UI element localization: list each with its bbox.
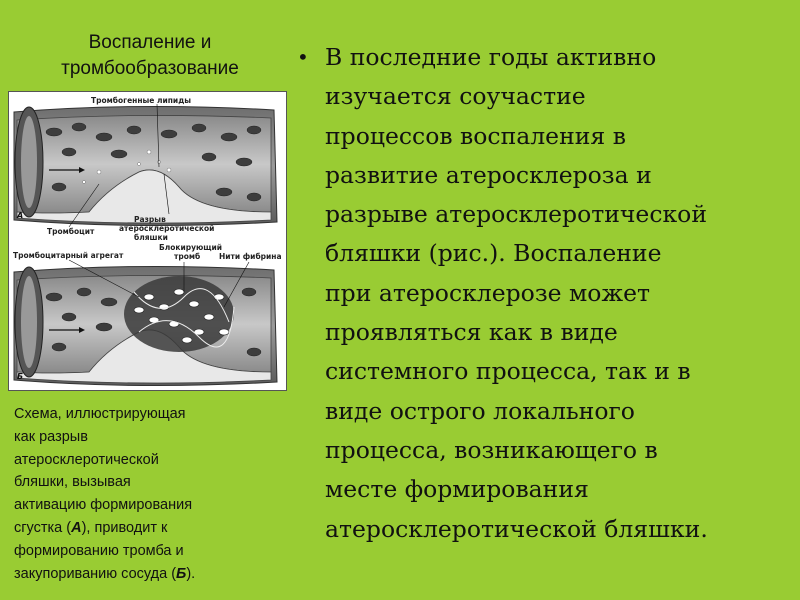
caption-line-6-pre: сгустка ( bbox=[14, 519, 72, 536]
label-blocking-1: Блокирующий bbox=[159, 243, 223, 252]
body-line-2: изучается соучастие bbox=[325, 82, 586, 111]
main-bullet-text bbox=[297, 38, 787, 549]
slide-title bbox=[0, 30, 300, 82]
label-blocking-2: тромб bbox=[174, 252, 201, 261]
vessel-diagram-svg bbox=[9, 92, 286, 390]
caption-letter-a: А bbox=[71, 519, 82, 536]
body-line-9: системного процесса, так и в bbox=[325, 357, 691, 386]
body-line-12: месте формирования bbox=[325, 475, 589, 504]
body-line-7: при атеросклерозе может bbox=[325, 278, 650, 307]
body-line-3: процессов воспаления в bbox=[325, 121, 626, 150]
caption-line-8 bbox=[14, 566, 195, 582]
body-line-10: виде острого локального bbox=[325, 396, 635, 425]
caption-line-5: активацию формирования bbox=[14, 497, 193, 514]
title-line-2: тромбообразование bbox=[61, 58, 239, 79]
label-panel-b: Б bbox=[17, 372, 24, 381]
label-thrombogenic-lipids: Тромбогенные липиды bbox=[91, 96, 192, 105]
body-line-1: В последние годы активно bbox=[325, 43, 657, 71]
panel-b bbox=[14, 260, 277, 386]
title-line-1: Воспаление и bbox=[88, 32, 212, 53]
caption-line-3: атеросклеротической bbox=[14, 451, 159, 468]
label-platelet: Тромбоцит bbox=[47, 227, 95, 236]
bullet-paragraph bbox=[297, 38, 787, 549]
vessel-diagram bbox=[8, 91, 287, 391]
caption-line-4: бляшки, вызывая bbox=[14, 474, 131, 491]
label-rupture-3: бляшки bbox=[134, 233, 168, 242]
caption-line-8-post: ). bbox=[186, 565, 196, 582]
caption-line-2: как разрыв bbox=[14, 428, 88, 445]
body-line-5: разрыве атеросклеротической bbox=[325, 200, 707, 229]
label-rupture-1: Разрыв bbox=[134, 215, 166, 224]
figure-caption bbox=[14, 403, 289, 585]
bullet-dot-icon: • bbox=[297, 45, 309, 69]
caption-letter-b: Б bbox=[176, 565, 187, 582]
caption-line-8-pre: закупориванию сосуда ( bbox=[14, 565, 177, 582]
panel-a bbox=[14, 96, 277, 242]
body-line-6: бляшки (рис.). Воспаление bbox=[325, 239, 662, 268]
body-line-8: проявляться как в виде bbox=[325, 318, 618, 347]
caption-line-6 bbox=[14, 520, 167, 536]
label-platelet-aggregate: Тромбоцитарный агрегат bbox=[13, 251, 124, 260]
caption-line-6-post: ), приводит к bbox=[81, 519, 168, 536]
caption-line-7: формированию тромба и bbox=[14, 542, 184, 559]
body-line-13: атеросклеротической бляшки. bbox=[325, 514, 708, 543]
body-line-11: процесса, возникающего в bbox=[325, 435, 658, 464]
body-line-4: развитие атеросклероза и bbox=[325, 160, 652, 189]
caption-line-1: Схема, иллюстрирующая bbox=[14, 406, 186, 422]
label-fibrin: Нити фибрина bbox=[219, 252, 282, 261]
label-panel-a: А bbox=[17, 211, 24, 220]
label-rupture-2: атеросклеротической bbox=[119, 224, 215, 233]
